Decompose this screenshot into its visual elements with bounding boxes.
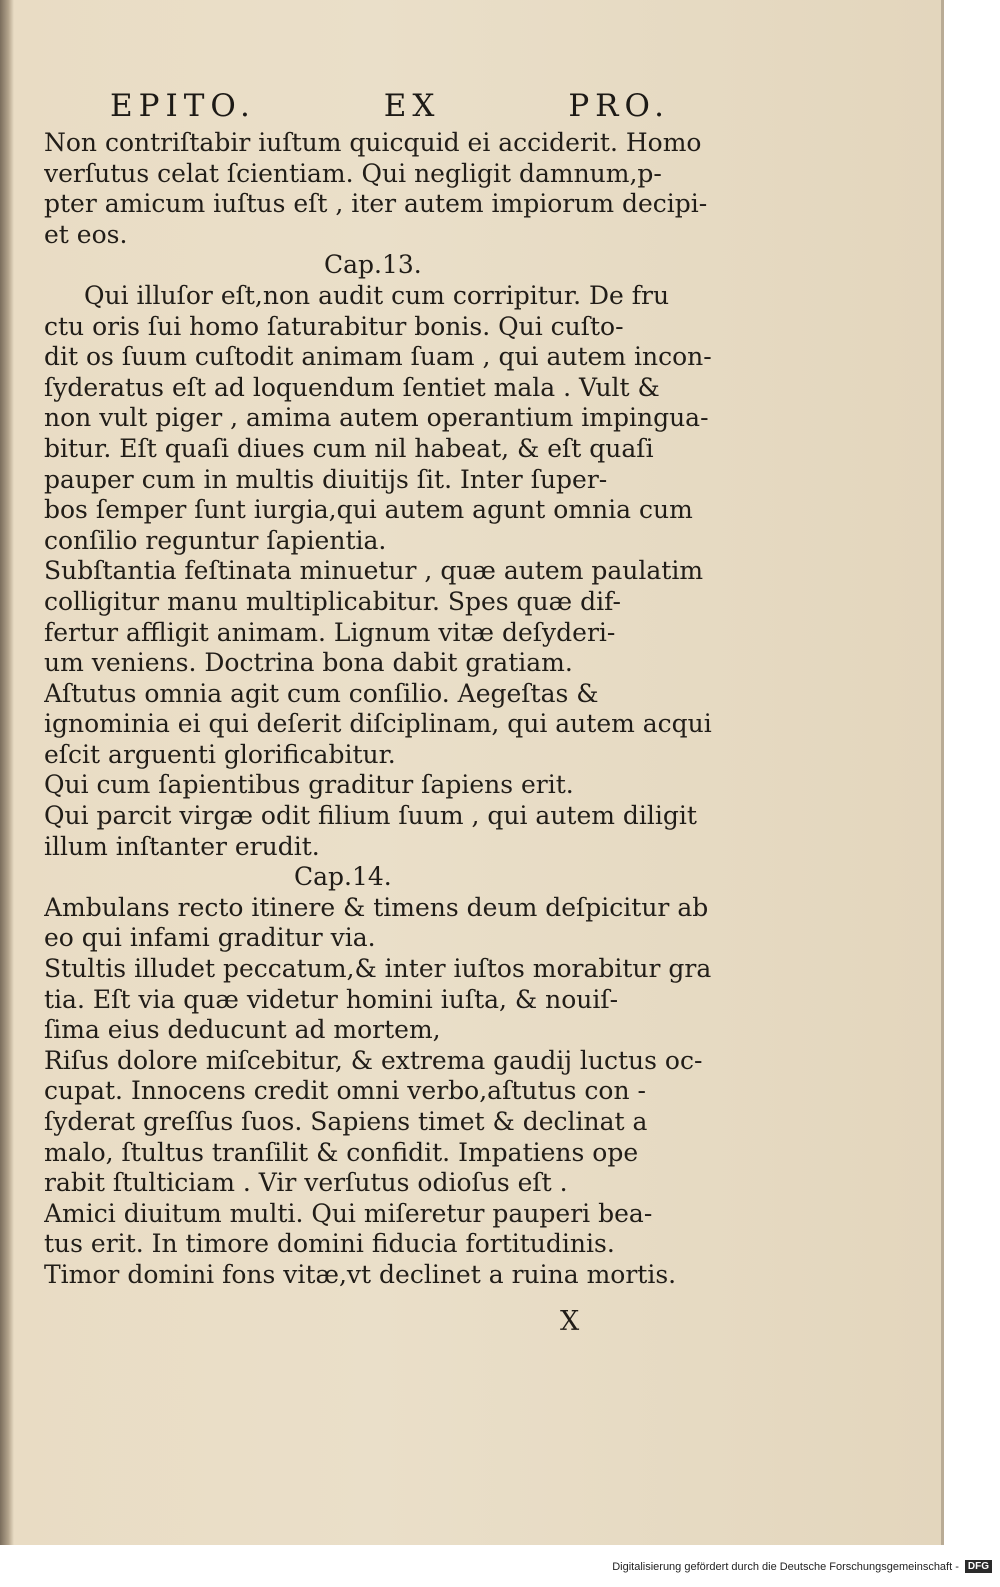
- text-line: eſcit arguenti glorificabitur.: [44, 739, 396, 769]
- running-head: [110, 88, 670, 124]
- text-line: Qui illuſor eſt,non audit cum corripitur. De fru: [84, 280, 670, 310]
- running-head-right: PRO.: [568, 88, 670, 124]
- text-line: ſyderatus eſt ad loquendum ſentiet mala . Vult &: [44, 372, 660, 402]
- text-line: ſima eius deducunt ad mortem,: [44, 1015, 441, 1045]
- dfg-logo: DFG: [965, 1560, 992, 1573]
- text-line: illum inſtanter erudit.: [44, 831, 320, 861]
- chapter-heading: Cap.13.: [324, 250, 422, 280]
- text-line: Qui parcit virgæ odit filium ſuum , qui autem diligit: [44, 801, 697, 831]
- text-line: Timor domini fons vitæ,vt declinet a ruina mortis.: [44, 1259, 677, 1289]
- text-line: Non contriſtabir iuſtum quicquid ei acciderit. Homo: [44, 128, 702, 157]
- text-line: Stultis illudet peccatum,& inter iuſtos morabitur gra: [44, 954, 712, 984]
- text-line: pauper cum in multis diuitijs ſit. Inter ſuper-: [44, 464, 608, 494]
- text-line: eo qui infami graditur via.: [44, 923, 376, 953]
- body-text: [44, 128, 724, 1291]
- running-head-left: EPITO.: [110, 88, 256, 124]
- text-line: Aſtutus omnia agit cum conſilio. Aegeſtas &: [44, 678, 599, 708]
- text-line: colligitur manu multiplicabitur. Spes quæ dif-: [44, 586, 621, 616]
- text-line: Amici diuitum multi. Qui miſeretur pauperi bea-: [44, 1198, 653, 1228]
- text-line: Riſus dolore miſcebitur, & extrema gaudij luctus oc-: [44, 1045, 703, 1075]
- text-line: non vult piger , amima autem operantium impingua-: [44, 403, 709, 433]
- text-line: malo, ſtultus tranſilit & confidit. Impatiens ope: [44, 1137, 639, 1167]
- text-line: dit os ſuum cuſtodit animam ſuam , qui autem incon-: [44, 342, 712, 372]
- running-head-center: EX: [383, 88, 441, 124]
- text-line: cupat. Innocens credit omni verbo,aſtutus con -: [44, 1076, 646, 1106]
- text-line: Ambulans recto itinere & timens deum deſpicitur ab: [44, 892, 709, 922]
- text-line: ſyderat greſſus ſuos. Sapiens timet & declinat a: [44, 1107, 648, 1136]
- text-line: bos ſemper ſunt iurgia,qui autem agunt omnia cum: [44, 495, 693, 525]
- text-line: pter amicum iuſtus eſt , iter autem impiorum decipi-: [44, 189, 708, 219]
- text-line: Subſtantia feſtinata minuetur , quæ autem paulatim: [44, 556, 704, 586]
- text-line: bitur. Eſt quaſi diues cum nil habeat, & eſt quaſi: [44, 433, 654, 463]
- text-line: ctu oris ſui homo ſaturabitur bonis. Qui cuſto-: [44, 311, 624, 341]
- text-line: tus erit. In timore domini fiducia fortitudinis.: [44, 1229, 615, 1259]
- text-line: conſilio reguntur ſapientia.: [44, 525, 387, 555]
- funding-credit: Digitalisierung gefördert durch die Deutsche Forschungsgemeinschaft -: [612, 1560, 959, 1573]
- signature-mark: X: [560, 1306, 580, 1337]
- text-line: rabit ſtulticiam . Vir verſutus odioſus eſt .: [44, 1168, 568, 1198]
- chapter-heading: Cap.14.: [294, 862, 392, 892]
- text-line: Qui cum ſapientibus graditur ſapiens erit.: [44, 770, 574, 800]
- text-line: ignominia ei qui deſerit diſciplinam, qui autem acqui: [44, 709, 712, 739]
- text-line: verſutus celat ſcientiam. Qui negligit damnum,p-: [44, 158, 662, 188]
- binding-gutter: [0, 0, 14, 1545]
- text-line: um veniens. Doctrina bona dabit gratiam.: [44, 648, 573, 678]
- text-line: tia. Eſt via quæ videtur homini iuſta, & nouiſ-: [44, 984, 619, 1014]
- digitization-footer: [612, 1560, 992, 1573]
- text-line: fertur affligit animam. Lignum vitæ deſyderi-: [44, 617, 616, 647]
- text-line: et eos.: [44, 219, 128, 249]
